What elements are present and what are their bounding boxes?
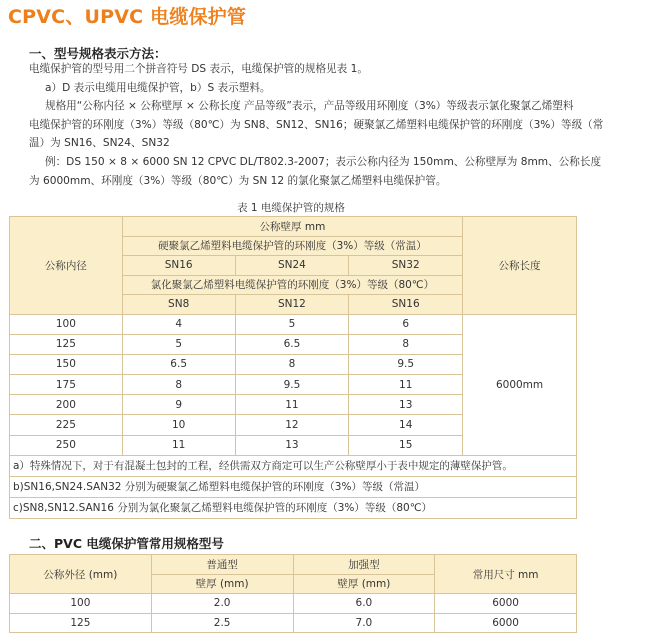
table-note-row <box>10 476 577 497</box>
cell: 4 <box>122 314 235 334</box>
cell: 6.5 <box>235 334 349 354</box>
cell: 9 <box>122 395 235 415</box>
cell: 6000 <box>435 594 577 614</box>
cell: 13 <box>235 435 349 455</box>
para-line: 电缆保护管的型号用二个拼音符号 DS 表示，电缆保护管的规格见表 1。 <box>29 63 368 75</box>
cell: 15 <box>349 435 463 455</box>
col-length: 公称长度 <box>463 217 577 315</box>
col-wall-normal: 壁厚 (mm) <box>151 574 293 594</box>
col-chlorinated-pvc: 氯化聚氯乙烯塑料电缆保护管的环刚度（3%）等级（80℃） <box>122 275 462 295</box>
grade-cell: SN16 <box>349 295 463 315</box>
grade-cell: SN24 <box>235 256 349 276</box>
para-line: 规格用“公称内径 × 公称壁厚 × 公称长度 产品等级”表示，产品等级用环刚度（3%）等级表示氯化聚氯乙烯塑料 <box>45 100 574 113</box>
cell: 175 <box>10 375 123 395</box>
col-wall-thickness: 公称壁厚 mm <box>122 217 462 237</box>
col-common-size: 常用尺寸 mm <box>435 555 577 594</box>
cell: 14 <box>349 415 463 435</box>
col-wall-reinforced: 壁厚 (mm) <box>293 574 435 594</box>
cell: 11 <box>122 435 235 455</box>
cell: 150 <box>10 354 123 374</box>
cell: 125 <box>10 334 123 354</box>
cell: 6.0 <box>293 594 435 614</box>
col-inner-diameter: 公称内径 <box>10 217 123 315</box>
length-value: 6000mm <box>463 314 577 455</box>
cell: 9.5 <box>349 354 463 374</box>
col-outer-diameter: 公称外径 (mm) <box>10 555 152 594</box>
table-note: c)SN8,SN12.SAN16 分别为氯化聚氯乙烯塑料电缆保护管的环刚度（3%）等级（80℃） <box>10 497 577 518</box>
cell: 8 <box>122 375 235 395</box>
para-line: 为 6000mm、环刚度（3%）等级（80℃）为 SN 12 的氯化聚氯乙烯塑料电缆保护管。 <box>29 174 447 187</box>
cell: 5 <box>235 314 349 334</box>
pvc-spec-table <box>9 554 577 633</box>
col-normal-type: 普通型 <box>151 555 293 575</box>
table-note: a）特殊情况下，对于有混凝土包封的工程，经供需双方商定可以生产公称壁厚小于表中规定的薄壁保护管。 <box>10 455 577 476</box>
col-reinforced-type: 加强型 <box>293 555 435 575</box>
para-line: 例：DS 150 × 8 × 6000 SN 12 CPVC DL/T802.3-2007；表示公称内径为 150mm、公称壁厚为 8mm、公称长度 <box>45 155 602 168</box>
table1-caption: 表 1 电缆保护管的规格 <box>237 202 345 214</box>
table-note-row <box>10 455 577 476</box>
cell: 5 <box>122 334 235 354</box>
para-line: 温）为 SN16、SN24、SN32 <box>29 137 170 150</box>
cell: 9.5 <box>235 375 349 395</box>
grade-cell: SN8 <box>122 295 235 315</box>
grade-cell: SN32 <box>349 256 463 276</box>
grade-cell: SN12 <box>235 295 349 315</box>
cell: 10 <box>122 415 235 435</box>
table-note-row <box>10 497 577 518</box>
cell: 7.0 <box>293 613 435 633</box>
cell: 250 <box>10 435 123 455</box>
cell: 100 <box>10 594 152 614</box>
cell: 6000 <box>435 613 577 633</box>
para-line: 电缆保护管的环刚度（3%）等级（80℃）为 SN8、SN12、SN16；硬聚氯乙烯塑料电缆保护管的环刚度（3%）等级（常 <box>29 118 604 131</box>
table-note: b)SN16,SN24.SAN32 分别为硬聚氯乙烯塑料电缆保护管的环刚度（3%）等级（常温） <box>10 476 577 497</box>
cell: 13 <box>349 395 463 415</box>
cell: 100 <box>10 314 123 334</box>
cell: 6.5 <box>122 354 235 374</box>
cell: 2.0 <box>151 594 293 614</box>
table-row <box>10 613 577 633</box>
cell: 200 <box>10 395 123 415</box>
para-line: a）D 表示电缆用电缆保护管，b）S 表示塑料。 <box>45 81 271 94</box>
section1-text <box>29 60 629 190</box>
spec-table <box>9 216 577 519</box>
cell: 12 <box>235 415 349 435</box>
page-title: CPVC、UPVC 电缆保护管 <box>8 6 247 28</box>
table-row <box>10 594 577 614</box>
cell: 8 <box>349 334 463 354</box>
cell: 8 <box>235 354 349 374</box>
section1-heading: 一、型号规格表示方法： <box>29 46 167 61</box>
col-hard-pvc: 硬聚氯乙烯塑料电缆保护管的环刚度（3%）等级（常温） <box>122 236 462 256</box>
cell: 11 <box>235 395 349 415</box>
grade-cell: SN16 <box>122 256 235 276</box>
cell: 225 <box>10 415 123 435</box>
cell: 125 <box>10 613 152 633</box>
cell: 6 <box>349 314 463 334</box>
cell: 2.5 <box>151 613 293 633</box>
cell: 11 <box>349 375 463 395</box>
section2-heading: 二、PVC 电缆保护管常用规格型号 <box>29 536 224 551</box>
table-row <box>10 314 577 334</box>
